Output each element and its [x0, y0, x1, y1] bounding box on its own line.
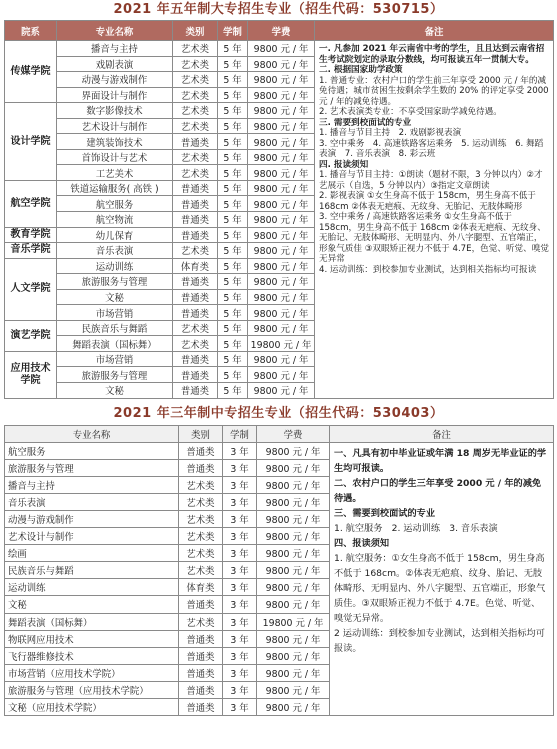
category: 艺术类 — [173, 336, 218, 352]
college-name: 音乐学院 — [5, 243, 57, 259]
duration: 3 年 — [223, 681, 257, 698]
major-name: 民族音乐与舞蹈 — [57, 320, 173, 336]
category: 普通类 — [173, 180, 218, 196]
note-line: 2. 影视表演 ①女生身高不低于 158cm，男生身高不低于 168cm ②体表无疤痕、无纹身、无胎记、无肢体畸形 — [319, 191, 536, 212]
tuition: 9800 元 / 年 — [257, 681, 330, 698]
note-line: 二. 根据国家助学政策 — [319, 65, 403, 75]
header-notes: 备注 — [330, 425, 554, 442]
major-name: 市场营销 — [57, 351, 173, 367]
header-duration: 学制 — [218, 21, 248, 41]
duration: 3 年 — [223, 613, 257, 630]
duration: 5 年 — [218, 56, 248, 72]
category: 艺术类 — [179, 476, 223, 493]
tuition: 9800 元 / 年 — [257, 459, 330, 476]
note-line: 1. 播音与节目主持 2. 戏剧影视表演 — [319, 128, 462, 138]
major-name: 建筑装饰技术 — [57, 134, 173, 150]
category: 艺术类 — [173, 118, 218, 134]
duration: 5 年 — [218, 243, 248, 259]
category: 普通类 — [173, 134, 218, 150]
major-name: 市场营销（应用技术学院） — [5, 664, 179, 681]
duration: 3 年 — [223, 459, 257, 476]
college-name: 演艺学院 — [5, 320, 57, 351]
three-year-header-row — [5, 425, 554, 442]
category: 普通类 — [173, 227, 218, 243]
category: 普通类 — [179, 442, 223, 459]
major-name: 工艺美术 — [57, 165, 173, 181]
tuition: 9800 元 / 年 — [248, 305, 315, 321]
duration: 5 年 — [218, 149, 248, 165]
major-name: 动漫与游戏制作 — [5, 510, 179, 527]
tuition: 9800 元 / 年 — [257, 664, 330, 681]
tuition: 9800 元 / 年 — [257, 630, 330, 647]
major-name: 旅游服务与管理（应用技术学院） — [5, 681, 179, 698]
note-line: 三、需要到校面试的专业 — [334, 507, 436, 519]
category: 艺术类 — [179, 613, 223, 630]
duration: 5 年 — [218, 258, 248, 274]
duration: 3 年 — [223, 698, 257, 715]
major-name: 舞蹈表演（国标舞） — [5, 613, 179, 630]
note-line: 1. 播音与节目主持：①朗读（题材不限，3 分钟以内）②才艺展示（自选，5 分钟以内）③指定文章朗读 — [319, 170, 543, 191]
category: 艺术类 — [173, 41, 218, 57]
major-name: 首饰设计与艺术 — [57, 149, 173, 165]
category: 普通类 — [179, 630, 223, 647]
major-name: 运动训练 — [57, 258, 173, 274]
major-name: 音乐表演 — [57, 243, 173, 259]
tuition: 9800 元 / 年 — [248, 41, 315, 57]
category: 普通类 — [179, 698, 223, 715]
three-year-title: 2021 年三年制中专招生专业（招生代码：530403） — [113, 405, 444, 421]
major-name: 幼儿保育 — [57, 227, 173, 243]
duration: 3 年 — [223, 510, 257, 527]
tuition: 9800 元 / 年 — [248, 103, 315, 119]
category: 艺术类 — [173, 87, 218, 103]
tuition: 9800 元 / 年 — [248, 289, 315, 305]
tuition: 9800 元 / 年 — [248, 196, 315, 212]
category: 普通类 — [173, 196, 218, 212]
major-name: 航空物流 — [57, 212, 173, 228]
tuition: 9800 元 / 年 — [257, 510, 330, 527]
duration: 5 年 — [218, 196, 248, 212]
category: 艺术类 — [173, 165, 218, 181]
tuition: 9800 元 / 年 — [257, 579, 330, 596]
tuition: 9800 元 / 年 — [248, 87, 315, 103]
note-line: 1. 航空服务 2. 运动训练 3. 音乐表演 — [334, 522, 498, 534]
duration: 5 年 — [218, 227, 248, 243]
duration: 5 年 — [218, 134, 248, 150]
tuition: 9800 元 / 年 — [248, 212, 315, 228]
tuition: 9800 元 / 年 — [257, 562, 330, 579]
major-name: 民族音乐与舞蹈 — [5, 562, 179, 579]
major-name: 文秘（应用技术学院） — [5, 698, 179, 715]
notes-cell — [330, 442, 554, 716]
tuition: 9800 元 / 年 — [257, 647, 330, 664]
duration: 3 年 — [223, 476, 257, 493]
major-name: 界面设计与制作 — [57, 87, 173, 103]
tuition: 9800 元 / 年 — [248, 227, 315, 243]
note-line: 一、凡具有初中毕业证或年满 18 周岁无毕业证的学生均可报读。 — [334, 447, 547, 474]
major-name: 文秘 — [57, 383, 173, 399]
note-line: 1. 航空服务：①女生身高不低于 158cm，男生身高不低于 168cm。②体表无疤痕、纹身、胎记、无肢体畸形、无明显内、外八字腿型、五官端正，形象气质佳。③双眼矫正视力不低于 4.7E。色觉、听觉、嗅觉无异常。 — [334, 552, 546, 624]
major-name: 市场营销 — [57, 305, 173, 321]
category: 普通类 — [179, 596, 223, 613]
tuition: 9800 元 / 年 — [257, 596, 330, 613]
note-line: 二、农村户口的学生三年享受 2000 元 / 年的减免待遇。 — [334, 477, 542, 504]
duration: 5 年 — [218, 212, 248, 228]
duration: 5 年 — [218, 41, 248, 57]
tuition: 9800 元 / 年 — [248, 351, 315, 367]
header-notes: 备注 — [315, 21, 554, 41]
tuition: 9800 元 / 年 — [257, 528, 330, 545]
note-line: 三. 需要到校面试的专业 — [319, 117, 412, 128]
category: 普通类 — [173, 367, 218, 383]
note-line: 四. 报读须知 — [319, 159, 369, 170]
duration: 3 年 — [223, 630, 257, 647]
category: 普通类 — [179, 681, 223, 698]
tuition: 9800 元 / 年 — [248, 134, 315, 150]
three-year-table — [4, 425, 554, 717]
duration: 5 年 — [218, 103, 248, 119]
category: 体育类 — [179, 579, 223, 596]
tuition: 9800 元 / 年 — [257, 442, 330, 459]
major-name: 文秘 — [57, 289, 173, 305]
category: 普通类 — [179, 459, 223, 476]
duration: 5 年 — [218, 305, 248, 321]
category: 艺术类 — [173, 103, 218, 119]
major-name: 旅游服务与管理 — [57, 274, 173, 290]
major-name: 飞行器维修技术 — [5, 647, 179, 664]
duration: 3 年 — [223, 528, 257, 545]
major-name: 动漫与游戏制作 — [57, 72, 173, 88]
major-name: 铁道运输服务( 高铁 ) — [57, 180, 173, 196]
duration: 3 年 — [223, 647, 257, 664]
duration: 5 年 — [218, 87, 248, 103]
tuition: 9800 元 / 年 — [257, 698, 330, 715]
table-row — [5, 442, 554, 459]
note-line: 四、报读须知 — [334, 537, 390, 549]
major-name: 航空服务 — [57, 196, 173, 212]
tuition: 9800 元 / 年 — [257, 545, 330, 562]
tuition: 9800 元 / 年 — [248, 383, 315, 399]
duration: 3 年 — [223, 579, 257, 596]
category: 普通类 — [173, 289, 218, 305]
category: 艺术类 — [179, 528, 223, 545]
note-line: 1. 普通专业：农村户口的学生前三年享受 2000 元 / 年的减免待遇；城市贫困生按剩余学生数的 20% 的评定享受 2000 元 / 年的减免待遇。 — [319, 75, 549, 107]
duration: 5 年 — [218, 383, 248, 399]
tuition: 9800 元 / 年 — [257, 493, 330, 510]
category: 艺术类 — [173, 320, 218, 336]
category: 艺术类 — [173, 243, 218, 259]
tuition: 9800 元 / 年 — [248, 274, 315, 290]
note-line: 2. 艺术表演类专业：不享受国家助学减免待遇。 — [319, 107, 502, 117]
duration: 5 年 — [218, 351, 248, 367]
note-line: 3. 空中乘务 / 高速铁路客运乘务 ①女生身高不低于 158cm，男生身高不低于 168cm ②体表无疤痕、无纹身、无胎记、无肢体畸形、无明显内、外八字腿型、五官端正，形象气质佳 ③双眼矫正视力不低于 4.7E，色觉、听觉、嗅觉无异常 — [319, 212, 549, 264]
header-tuition: 学费 — [257, 425, 330, 442]
duration: 3 年 — [223, 442, 257, 459]
table-row — [5, 41, 554, 57]
major-name: 音乐表演 — [5, 493, 179, 510]
college-name: 航空学院 — [5, 180, 57, 227]
major-name: 播音与主持 — [5, 476, 179, 493]
tuition: 9800 元 / 年 — [248, 258, 315, 274]
category: 普通类 — [179, 664, 223, 681]
header-category: 类别 — [173, 21, 218, 41]
category: 艺术类 — [179, 545, 223, 562]
college-name: 设计学院 — [5, 103, 57, 181]
header-duration: 学制 — [223, 425, 257, 442]
tuition: 19800 元 / 年 — [248, 336, 315, 352]
major-name: 旅游服务与管理 — [57, 367, 173, 383]
duration: 5 年 — [218, 336, 248, 352]
duration: 3 年 — [223, 545, 257, 562]
duration: 3 年 — [223, 664, 257, 681]
major-name: 戏剧表演 — [57, 56, 173, 72]
college-name: 教育学院 — [5, 227, 57, 243]
header-major: 专业名称 — [5, 425, 179, 442]
category: 艺术类 — [173, 56, 218, 72]
duration: 5 年 — [218, 180, 248, 196]
category: 艺术类 — [179, 562, 223, 579]
tuition: 19800 元 / 年 — [257, 613, 330, 630]
duration: 3 年 — [223, 562, 257, 579]
tuition: 9800 元 / 年 — [248, 72, 315, 88]
note-line: 3. 空中乘务 4. 高速铁路客运乘务 5. 运动训练 6. 舞蹈表演 7. 音乐表演 8. 彩云班 — [319, 138, 544, 159]
duration: 5 年 — [218, 118, 248, 134]
category: 艺术类 — [173, 72, 218, 88]
tuition: 9800 元 / 年 — [248, 367, 315, 383]
major-name: 艺术设计与制作 — [57, 118, 173, 134]
duration: 3 年 — [223, 493, 257, 510]
major-name: 绘画 — [5, 545, 179, 562]
major-name: 艺术设计与制作 — [5, 528, 179, 545]
header-major: 专业名称 — [57, 21, 173, 41]
tuition: 9800 元 / 年 — [248, 180, 315, 196]
duration: 5 年 — [218, 367, 248, 383]
major-name: 旅游服务与管理 — [5, 459, 179, 476]
major-name: 航空服务 — [5, 442, 179, 459]
header-tuition: 学费 — [248, 21, 315, 41]
five-year-table — [4, 20, 554, 399]
tuition: 9800 元 / 年 — [248, 243, 315, 259]
college-name: 人文学院 — [5, 258, 57, 320]
major-name: 物联网应用技术 — [5, 630, 179, 647]
duration: 5 年 — [218, 72, 248, 88]
college-name: 应用技术学院 — [5, 351, 57, 398]
tuition: 9800 元 / 年 — [248, 56, 315, 72]
duration: 3 年 — [223, 596, 257, 613]
major-name: 舞蹈表演（国标舞） — [57, 336, 173, 352]
note-line: 一. 凡参加 2021 年云南省中考的学生，且且达到云南省招生考试院划定的录取分数线，均可报读五年一贯制大专。 — [319, 44, 545, 65]
major-name: 播音与主持 — [57, 41, 173, 57]
header-category: 类别 — [179, 425, 223, 442]
tuition: 9800 元 / 年 — [257, 476, 330, 493]
category: 普通类 — [173, 305, 218, 321]
notes-cell — [315, 41, 554, 399]
tuition: 9800 元 / 年 — [248, 165, 315, 181]
major-name: 数字影像技术 — [57, 103, 173, 119]
category: 普通类 — [179, 647, 223, 664]
college-name: 传媒学院 — [5, 41, 57, 103]
duration: 5 年 — [218, 274, 248, 290]
category: 艺术类 — [179, 510, 223, 527]
category: 体育类 — [173, 258, 218, 274]
duration: 5 年 — [218, 320, 248, 336]
tuition: 9800 元 / 年 — [248, 320, 315, 336]
category: 艺术类 — [173, 149, 218, 165]
note-line: 4. 运动训练：到校参加专业测试，达到相关指标均可报读 — [319, 264, 537, 275]
category: 普通类 — [173, 274, 218, 290]
note-line: 2 运动训练：到校参加专业测试，达到相关指标均可报读。 — [334, 627, 545, 654]
category: 艺术类 — [179, 493, 223, 510]
five-year-header-row — [5, 21, 554, 41]
duration: 5 年 — [218, 165, 248, 181]
tuition: 9800 元 / 年 — [248, 149, 315, 165]
tuition: 9800 元 / 年 — [248, 118, 315, 134]
major-name: 运动训练 — [5, 579, 179, 596]
five-year-title: 2021 年五年制大专招生专业（招生代码：530715） — [113, 2, 444, 17]
category: 普通类 — [173, 383, 218, 399]
category: 普通类 — [173, 212, 218, 228]
major-name: 文秘 — [5, 596, 179, 613]
header-college: 院系 — [5, 21, 57, 41]
duration: 5 年 — [218, 289, 248, 305]
category: 普通类 — [173, 351, 218, 367]
